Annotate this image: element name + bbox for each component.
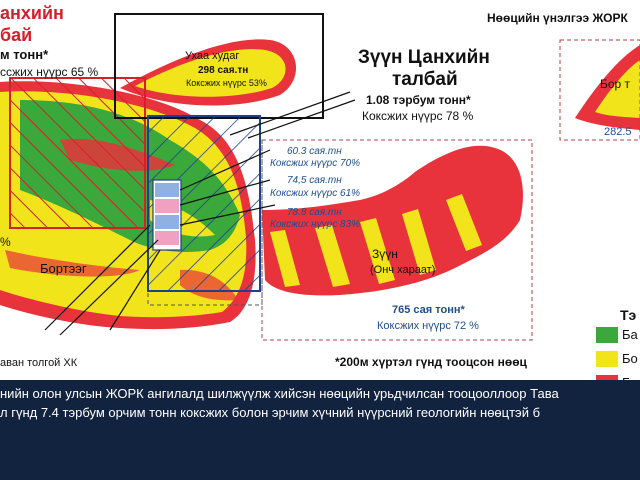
west-block-coking: ссжих нүүрс 65 % (0, 65, 99, 79)
footer-line-1: нийн олон улсын ЖОРК ангилалд шилжүүлж хийсэн нөөцийн урьдчилсан тооцооллоор Тава (0, 386, 559, 401)
footer-banner (0, 380, 640, 480)
legend-item-green (596, 327, 640, 343)
east-tsankhi-coking: Коксжих нүүрс 78 % (362, 109, 474, 123)
tavan-tolgoi-pct: % (0, 235, 11, 249)
bor-tolgoi-name: Бор т (600, 77, 631, 91)
legend-label-green: Ба (622, 327, 638, 342)
west-block-tonnage: м тонн* (0, 47, 49, 62)
east-deposit-tonnage: 765 сая тонн* (392, 304, 465, 316)
legend-swatch-yellow (596, 351, 618, 367)
east-tsankhi-title-1: Зүүн Цанхийн (358, 47, 490, 68)
legend-title: Тэ (620, 307, 637, 323)
top-right-title: Нөөцийн үнэлгээ ЖОРК (487, 11, 628, 25)
west-block-title-2: бай (0, 25, 33, 45)
east-tsankhi-title-2: талбай (392, 69, 458, 90)
tavan-tolgoi-name: аван толгой ХК (0, 357, 78, 369)
center-label-3-coking: Коксжих нүүрс 83% (270, 219, 361, 230)
west-block-title-1: анхийн (0, 3, 64, 23)
bortaeg-name: Бортээг (40, 261, 87, 276)
center-label-1-tonnage: 60.3 сая.тн (287, 146, 342, 157)
bor-tolgoi-value: 282.5 (604, 126, 632, 138)
legend-swatch-green (596, 327, 618, 343)
center-label-3-tonnage: 78.8 сая.тн (287, 207, 342, 218)
ukhaa-tonnage: 298 сая.тн (198, 65, 249, 76)
ukhaa-name: Ухаа худаг (185, 50, 240, 62)
center-label-2-tonnage: 74,5 сая.тн (287, 175, 342, 186)
center-label-2-coking: Коксжих нүүрс 61% (270, 188, 361, 199)
legend-item-yellow (596, 351, 640, 367)
east-tsankhi-tonnage: 1.08 тэрбум тонн* (366, 93, 471, 107)
center-label-1-coking: Коксжих нүүрс 70% (270, 158, 361, 169)
east-deposit-name: Зүүн (372, 247, 398, 261)
ukhaa-coking: Коксжих нүүрс 53% (186, 78, 267, 88)
east-deposit-coking: Коксжих нүүрс 72 % (377, 320, 479, 332)
west-tsankhi-licence (10, 78, 145, 228)
footer-line-2: л гүнд 7.4 тэрбум орчим тонн коксжих болон эрчим хүчний нүүрсний геологийн нөөцтэй б (0, 405, 541, 420)
depth-note: *200м хүртэл гүнд тооцсон нөөц (335, 355, 527, 369)
central-blocks (153, 180, 181, 250)
legend-label-yellow: Бо (622, 351, 638, 366)
east-deposit-sub: (Онч хараат) (370, 264, 436, 276)
